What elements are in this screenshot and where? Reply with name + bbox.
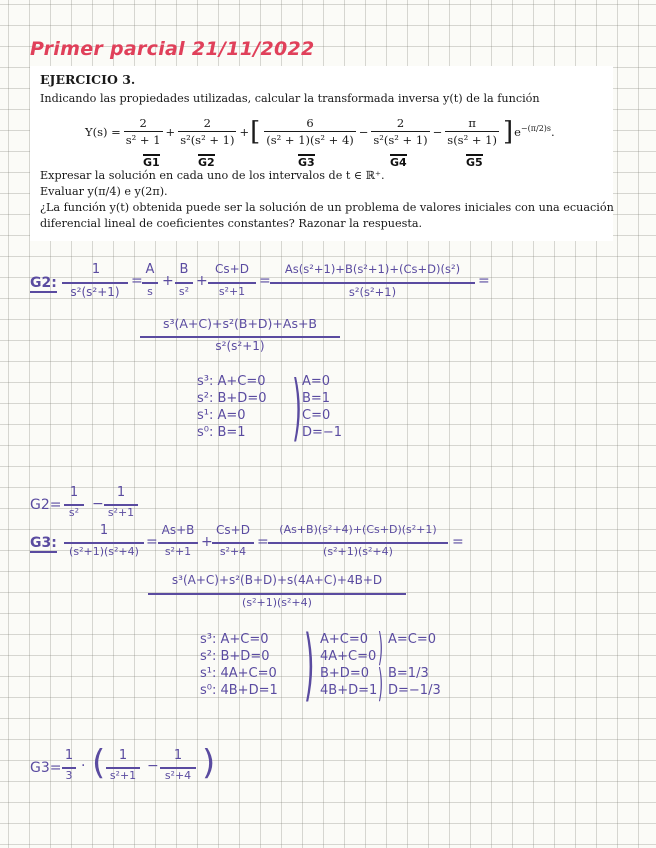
g2-label: G2: xyxy=(30,275,57,291)
term-2: $\frac{2}{\text{s²(s² + 1)}}$ xyxy=(180,116,235,147)
term-4: $\frac{2}{\text{s²(s² + 1)}}$ xyxy=(373,116,428,147)
g2-result-label: G2= xyxy=(30,497,62,513)
g2-frac-den: s²(s²+1) xyxy=(70,285,120,299)
g3-step2-num: s³(A+C)+s²(B+D)+s(4A+C)+4B+D xyxy=(171,573,383,587)
g3-solution: A=C=0 B=1/3 D=−1/3 xyxy=(388,632,441,698)
exercise-line-2: Expresar la solución en cada uno de los intervalos de t ∈ ℝ⁺. xyxy=(40,169,385,182)
formula-lhs: Y(s) = xyxy=(85,124,121,139)
page-title: Primer parcial 21/11/2022 xyxy=(30,38,315,60)
exercise-line-4: ¿La función y(t) obtenida puede ser la solución de un problema de valores iniciales con una ecuación xyxy=(40,201,614,214)
exercise-intro: Indicando las propiedades utilizadas, calcular la transformada inversa y(t) de la función xyxy=(40,92,540,105)
label-g4: G4 xyxy=(390,156,407,169)
g2-combined-num: As(s²+1)+B(s²+1)+(Cs+D)(s²) xyxy=(284,262,461,276)
label-g2: G2 xyxy=(198,156,215,169)
label-g5: G5 xyxy=(466,156,483,169)
exercise-title: EJERCICIO 3. xyxy=(40,72,136,87)
transform-formula: Y(s) = $\frac{2}{\text{s² + 1}}$ + $\frac{2}{\text{s²(s² + 1)}}$ + [ $\frac{6}{\text{(s² + 1)(s² + 4)}}$ − $\frac{2}{\text{s²(s² + 1)}}$ − $\frac{\pi}{\text{s(s² + 1)}}$ ] $e^{-(\pi/2)s}$. xyxy=(85,116,555,147)
exp-term: $e^{-(\pi/2)s}$. xyxy=(514,124,555,139)
g2-system: s³: A+C=0 s²: B+D=0 s¹: A=0 s⁰: B=1 xyxy=(197,374,267,440)
label-g1: G1 xyxy=(143,156,160,169)
term-1: $\frac{2}{\text{s² + 1}}$ xyxy=(125,116,161,147)
g2-frac-num: 1 xyxy=(91,262,101,277)
g3-system-mid: A+C=0 4A+C=0 B+D=0 4B+D=1 xyxy=(320,632,378,698)
exercise-card xyxy=(30,66,613,241)
exercise-line-3: Evaluar y(π/4) e y(2π). xyxy=(40,185,168,198)
exercise-line-5: diferencial lineal de coeficientes constantes? Razonar la respuesta. xyxy=(40,217,423,230)
g3-system: s³: A+C=0 s²: B+D=0 s¹: 4A+C=0 s⁰: 4B+D=1 xyxy=(200,632,278,698)
g3-result-label: G3= xyxy=(30,760,62,776)
g3-label: G3: xyxy=(30,535,57,551)
term-5: $\frac{\pi}{\text{s(s² + 1)}}$ xyxy=(447,116,497,147)
g2-solution: A=0 B=1 C=0 D=−1 xyxy=(302,374,343,440)
term-3: $\frac{6}{\text{(s² + 1)(s² + 4)}}$ xyxy=(266,116,354,147)
label-g3: G3 xyxy=(298,156,315,169)
g2-step2-num: s³(A+C)+s²(B+D)+As+B xyxy=(162,316,318,331)
